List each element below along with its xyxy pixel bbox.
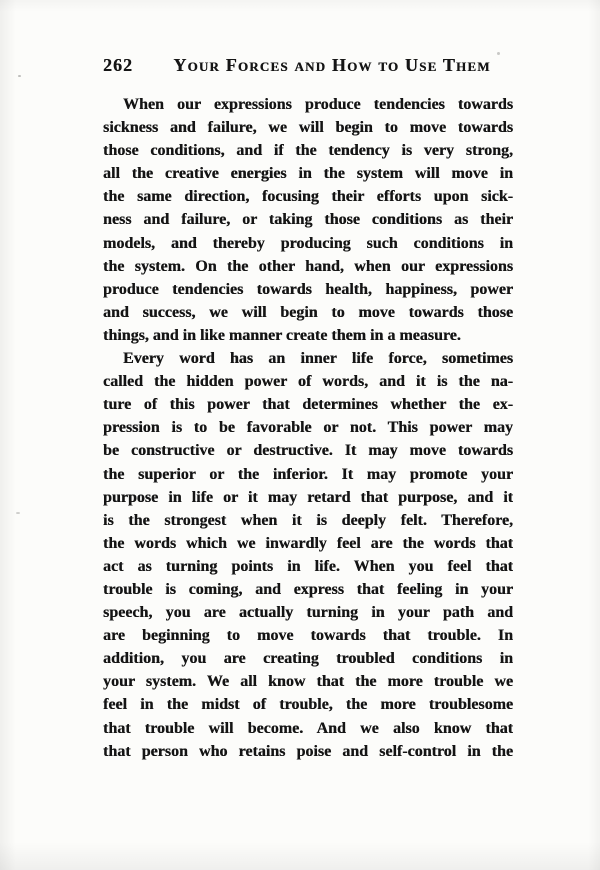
text-line: be constructive or destructive. It may move towards xyxy=(103,442,513,460)
running-title: Your Forces and How to Use Them xyxy=(173,55,491,75)
text-line: the same direction, focusing their efforts upon sick- xyxy=(103,188,513,206)
text-line: trouble is coming, and express that feeling in your xyxy=(103,580,513,598)
page-body xyxy=(103,93,513,763)
page-number: 262 xyxy=(103,55,133,75)
text-line: is the strongest when it is deeply felt. Therefore, xyxy=(103,511,513,529)
text-line: pression is to be favorable or not. This power may xyxy=(103,419,513,437)
text-line: and success, we will begin to move towards those xyxy=(103,303,513,321)
text-line: Every word has an inner life force, sometimes xyxy=(123,350,513,368)
text-line: sickness and failure, we will begin to move towards xyxy=(103,119,513,137)
text-line: ness and failure, or taking those conditions as their xyxy=(103,211,513,229)
text-line: the superior or the inferior. It may promote your xyxy=(103,465,513,483)
text-line: that person who retains poise and self-control in the xyxy=(103,742,513,760)
scan-speck xyxy=(18,75,21,77)
text-line: When our expressions produce tendencies towards xyxy=(123,96,513,113)
text-line: called the hidden power of words, and it is the na- xyxy=(103,373,513,391)
text-line: those conditions, and if the tendency is very strong, xyxy=(103,142,513,160)
text-line: your system. We all know that the more trouble we xyxy=(103,673,513,691)
scan-speck xyxy=(16,512,20,514)
paragraph xyxy=(103,93,513,347)
text-line: things, and in like manner create them in a measure. xyxy=(103,326,461,344)
text-line: ture of this power that determines whether the ex- xyxy=(103,396,513,414)
text-line: all the creative energies in the system will move in xyxy=(103,165,513,183)
text-line: are beginning to move towards that trouble. In xyxy=(103,627,513,645)
text-line: that trouble will become. And we also know that xyxy=(103,719,513,737)
text-line: addition, you are creating troubled conditions in xyxy=(103,650,513,668)
text-line: the words which we inwardly feel are the words that xyxy=(103,534,513,552)
text-line: speech, you are actually turning in your path and xyxy=(103,604,513,622)
text-line: models, and thereby producing such conditions in xyxy=(103,234,513,252)
text-line: act as turning points in life. When you feel that xyxy=(103,557,513,575)
text-line: produce tendencies towards health, happiness, power xyxy=(103,280,513,298)
text-line: the system. On the other hand, when our expressions xyxy=(103,257,513,275)
paragraph xyxy=(103,347,513,763)
text-line: feel in the midst of trouble, the more troublesome xyxy=(103,696,513,714)
running-header xyxy=(103,54,513,76)
text-line: purpose in life or it may retard that purpose, and it xyxy=(103,488,513,506)
